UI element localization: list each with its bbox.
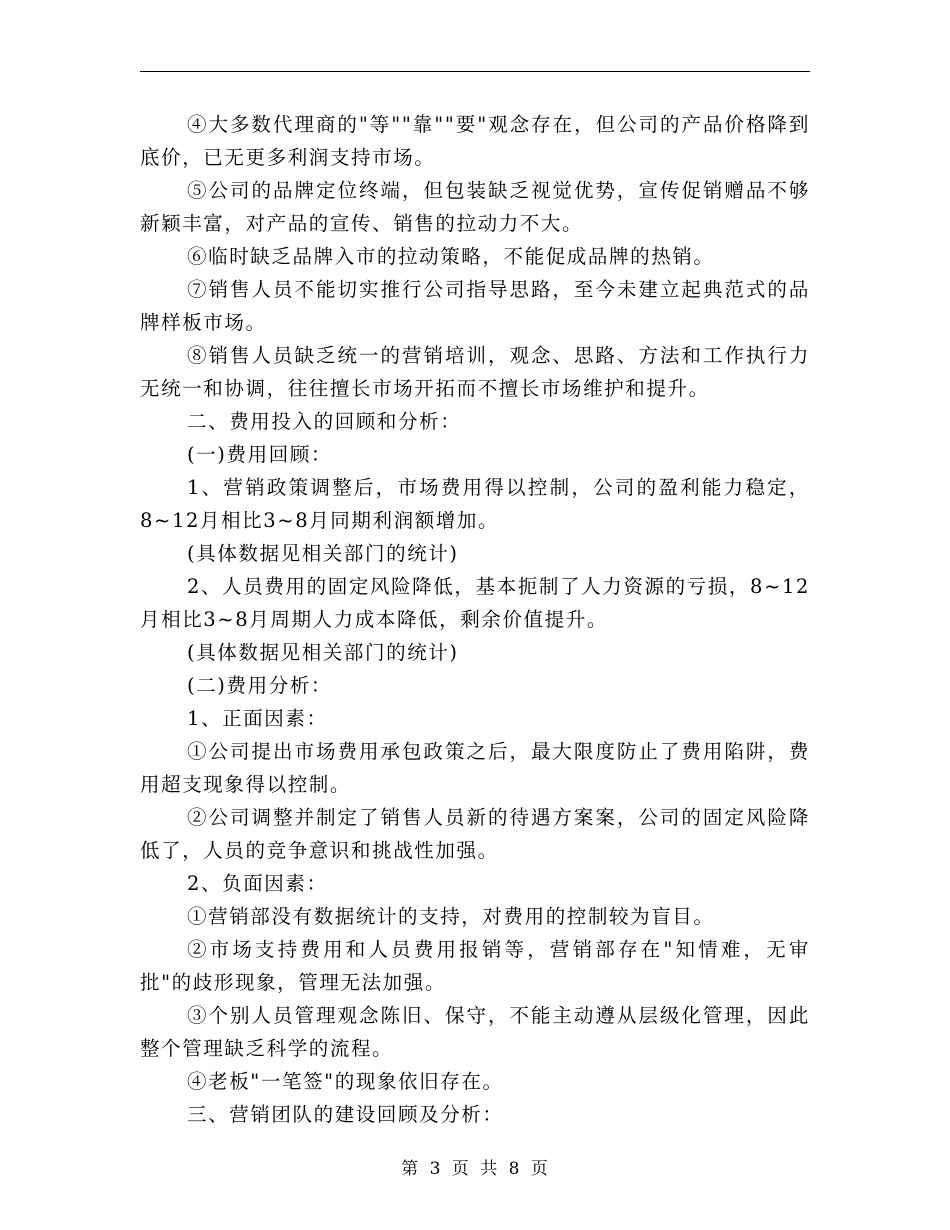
paragraph: ⑤公司的品牌定位终端，但包装缺乏视觉优势，宣传促销赠品不够新颖丰富，对产品的宣传、销售的拉动力不大。 bbox=[140, 179, 810, 235]
subsection-heading: (一)费用回顾： bbox=[187, 443, 333, 466]
paragraph: ⑧销售人员缺乏统一的营销培训，观念、思路、方法和工作执行力无统一和协调，往往擅长市场开拓而不擅长市场维护和提升。 bbox=[140, 344, 810, 400]
paragraph: ①公司提出市场费用承包政策之后，最大限度防止了费用陷阱，费用超支现象得以控制。 bbox=[140, 740, 810, 796]
paragraph: 2、人员费用的固定风险降低，基本扼制了人力资源的亏损，8~12月相比3~8月周期人力成本降低，剩余价值提升。 bbox=[140, 575, 810, 631]
paragraph-note: (具体数据见相关部门的统计) bbox=[187, 641, 459, 664]
paragraph: ⑦销售人员不能切实推行公司指导思路，至今未建立起典范式的品牌样板市场。 bbox=[140, 278, 810, 334]
paragraph: ②公司调整并制定了销售人员新的待遇方案案，公司的固定风险降低了，人员的竞争意识和挑战性加强。 bbox=[140, 806, 810, 862]
paragraph-note: (具体数据见相关部门的统计) bbox=[187, 542, 459, 565]
section-heading: 二、费用投入的回顾和分析： bbox=[187, 410, 462, 433]
paragraph: ①营销部没有数据统计的支持，对费用的控制较为盲目。 bbox=[187, 905, 715, 928]
document-body bbox=[140, 108, 810, 1131]
subsection-heading: (二)费用分析： bbox=[187, 674, 333, 697]
page-number: 第 3 页 共 8 页 bbox=[401, 1159, 549, 1179]
item-heading: 1、正面因素： bbox=[187, 707, 328, 730]
paragraph: ③个别人员管理观念陈旧、保守，不能主动遵从层级化管理，因此整个管理缺乏科学的流程。 bbox=[140, 1004, 810, 1060]
section-heading: 三、营销团队的建设回顾及分析： bbox=[187, 1103, 504, 1126]
paragraph: ④老板"一笔签"的现象依旧存在。 bbox=[187, 1070, 504, 1093]
paragraph: ②市场支持费用和人员费用报销等，营销部存在"知情难，无审批"的歧形现象，管理无法加强。 bbox=[140, 938, 810, 994]
paragraph: 1、营销政策调整后，市场费用得以控制，公司的盈利能力稳定，8~12月相比3~8月同期利润额增加。 bbox=[140, 476, 810, 532]
paragraph: ⑥临时缺乏品牌入市的拉动策略，不能促成品牌的热销。 bbox=[187, 245, 715, 268]
paragraph: ④大多数代理商的"等""靠""要"观念存在，但公司的产品价格降到底价，已无更多利润支持市场。 bbox=[140, 113, 810, 169]
item-heading: 2、负面因素： bbox=[187, 872, 328, 895]
header-rule bbox=[140, 71, 810, 72]
